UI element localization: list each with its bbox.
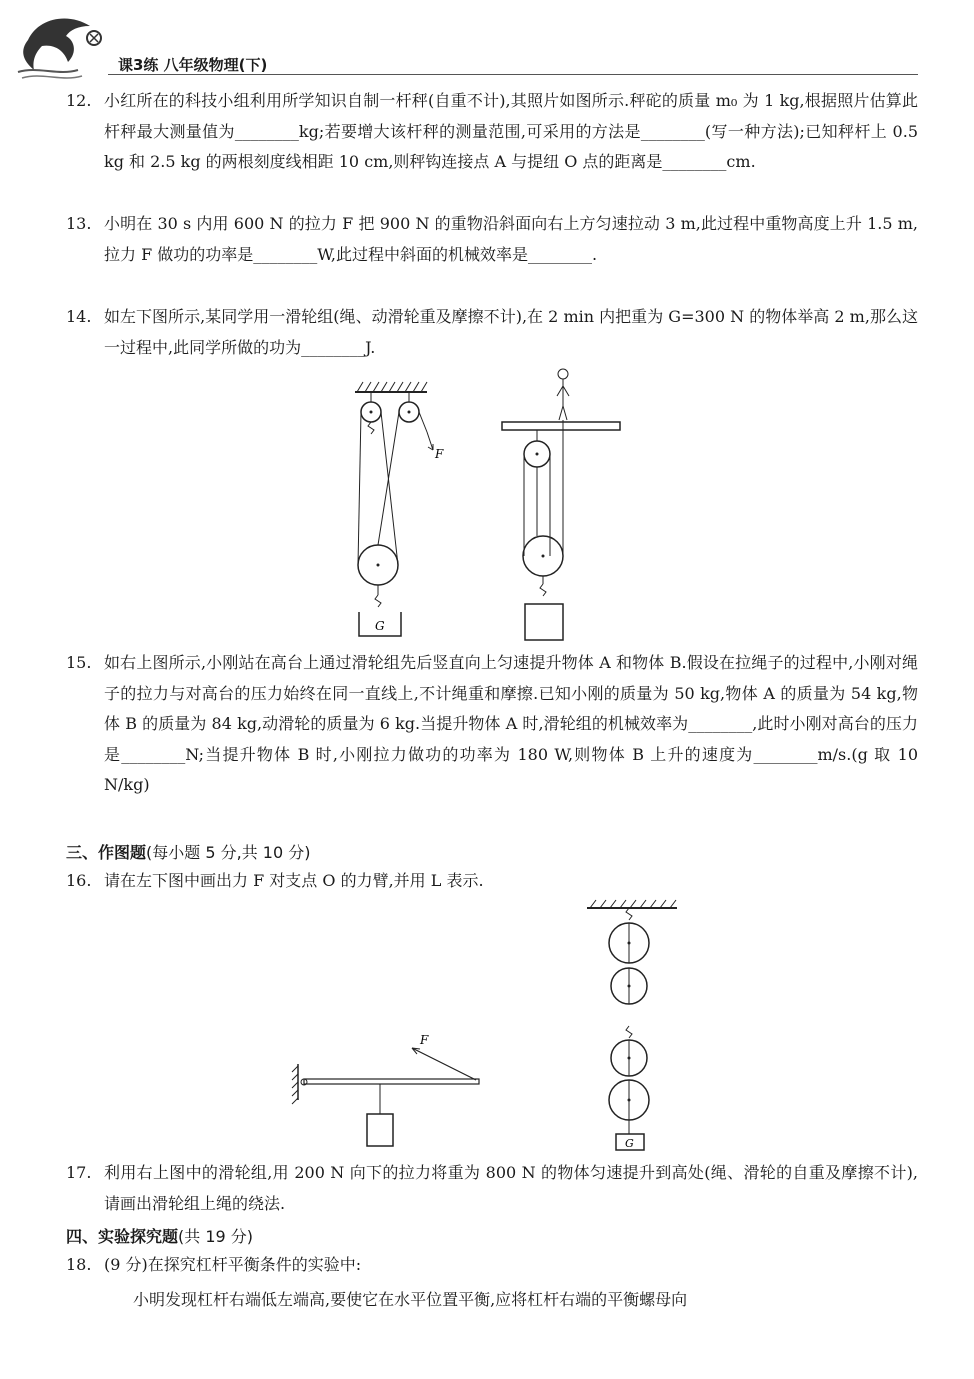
question-text: 请在左下图中画出力 F 对支点 O 的力臂,并用 L 表示. <box>104 871 484 890</box>
question-number: 17. <box>66 1163 92 1182</box>
question-number: 13. <box>66 214 92 233</box>
page-header <box>0 0 974 84</box>
question-16 <box>66 866 918 897</box>
question-text: (9 分)在探究杠杆平衡条件的实验中: <box>104 1255 362 1274</box>
section-title: 四、实验探究题 <box>66 1227 179 1246</box>
question-13 <box>66 209 918 270</box>
dolphin-logo-icon <box>8 0 118 84</box>
lever-figure <box>290 1034 490 1154</box>
pulley-figure-right <box>497 366 637 641</box>
lever-force-label: F <box>420 1034 429 1047</box>
header-divider <box>108 74 918 75</box>
question-12 <box>66 86 918 178</box>
weight-label: G <box>375 619 385 633</box>
block-weight-label: G <box>625 1137 634 1150</box>
section-title: 三、作图题 <box>66 843 147 862</box>
question-17 <box>66 1158 918 1219</box>
question-14 <box>66 302 918 363</box>
question-number: 18. <box>66 1255 92 1274</box>
question-number: 14. <box>66 307 92 326</box>
question-text: 小明在 30 s 内用 600 N 的拉力 F 把 900 N 的重物沿斜面向右上方匀速拉动 3 m,此过程中重物高度上升 1.5 m,拉力 F 做功的功率是________W,此过程中斜面的机械效率是________. <box>104 214 918 264</box>
question-18 <box>66 1250 918 1281</box>
header-title: 课3练 八年级物理(下) <box>118 56 268 74</box>
force-label: F <box>435 447 444 461</box>
section-4-heading <box>66 1224 253 1247</box>
question-text: 如左下图所示,某同学用一滑轮组(绳、动滑轮重及摩擦不计),在 2 min 内把重为 G=300 N 的物体举高 2 m,那么这一过程中,此同学所做的功为________J. <box>104 307 918 357</box>
question-number: 15. <box>66 653 92 672</box>
section-note: (共 19 分) <box>178 1227 254 1246</box>
section-note: (每小题 5 分,共 10 分) <box>146 843 311 862</box>
question-text: 利用右上图中的滑轮组,用 200 N 向下的拉力将重为 800 N 的物体匀速提升到高处(绳、滑轮的自重及摩擦不计),请画出滑轮组上绳的绕法. <box>104 1163 918 1213</box>
question-18-line: 小明发现杠杆右端低左端高,要使它在水平位置平衡,应将杠杆右端的平衡螺母向 <box>133 1290 688 1309</box>
section-3-heading <box>66 840 310 863</box>
question-text: 如右上图所示,小刚站在高台上通过滑轮组先后竖直向上匀速提升物体 A 和物体 B.假设在拉绳子的过程中,小刚对绳子的拉力与对高台的压力始终在同一直线上,不计绳重和摩擦.已知小刚的质量为 50 kg,物体 A 的质量为 54 kg,物体 B 的质量为 84 kg,动滑轮的质量为 6 kg.当提升物体 A 时,滑轮组的机械效率为________,此时小刚对高台的压力是________N;当提升物体 B 时,小刚拉力做功的功率为 180 W,则物体 B 上升的速度为________m/s.(g 取 10 N/kg) <box>104 653 918 794</box>
question-15 <box>66 648 918 801</box>
pulley-block-figure <box>582 896 682 1156</box>
question-number: 12. <box>66 91 92 110</box>
question-number: 16. <box>66 871 92 890</box>
pulley-figure-left <box>345 380 465 640</box>
question-text: 小红所在的科技小组利用所学知识自制一杆秤(自重不计),其照片如图所示.秤砣的质量 m₀ 为 1 kg,根据照片估算此杆秤最大测量值为________kg;若要增大该杆秤的测量范围,可采用的方法是________(写一种方法);已知秤杆上 0.5 kg 和 2.5 kg 的两根刻度线相距 10 cm,则秤钩连接点 A 与提纽 O 点的距离是________cm. <box>104 91 918 171</box>
